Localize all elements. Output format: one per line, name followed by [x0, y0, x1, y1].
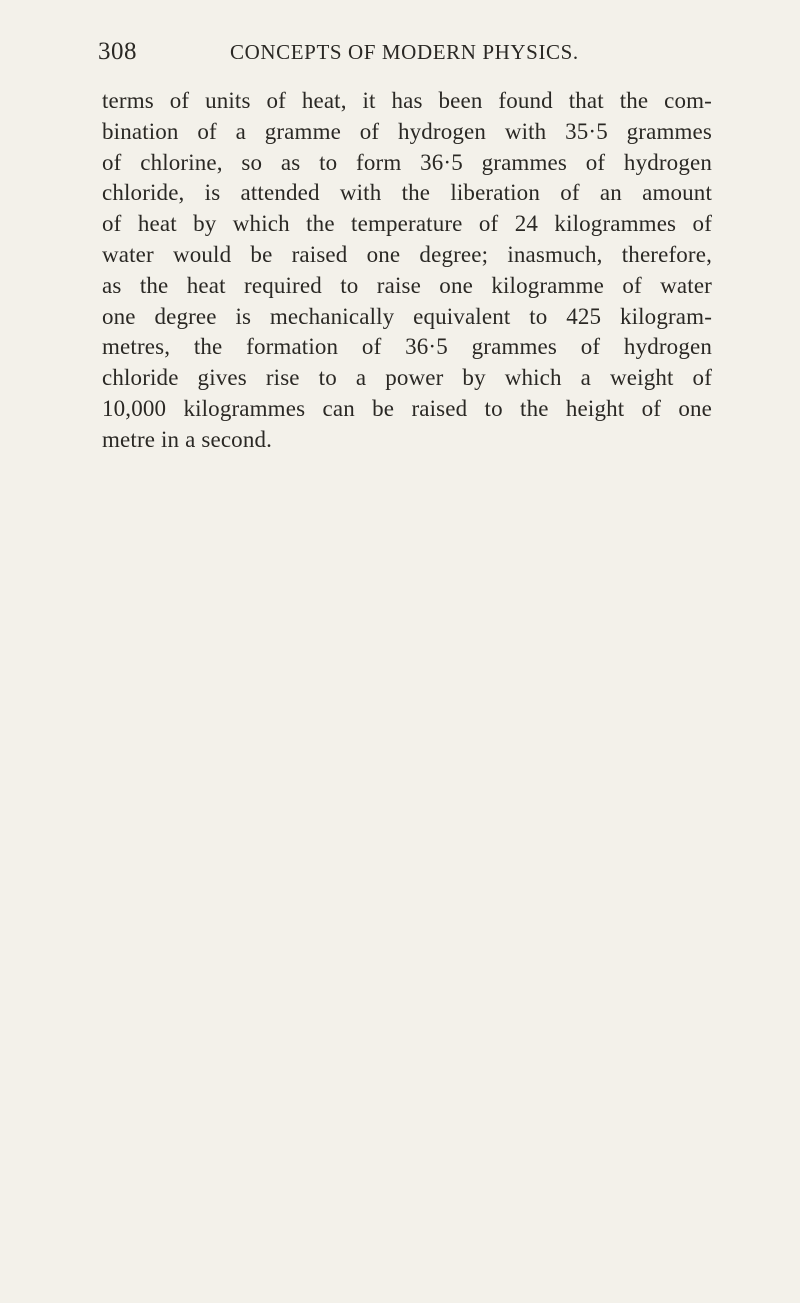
text-line: of heat by which the temperature of 24 kilogrammes of: [102, 211, 712, 237]
body-paragraph: [102, 86, 712, 456]
text-line: terms of units of heat, it has been found that the com-: [102, 88, 712, 113]
running-head: [98, 36, 710, 68]
text-line: metres, the formation of 36·5 grammes of hydrogen: [102, 334, 712, 360]
text-line: as the heat required to raise one kilogramme of water: [102, 272, 712, 298]
text-line: chloride gives rise to a power by which a weight of: [102, 365, 712, 391]
page-number: 308: [98, 38, 137, 65]
text-line: metre in a second.: [102, 426, 273, 452]
running-title: CONCEPTS OF MODERN PHYSICS.: [230, 40, 579, 64]
text-line: of chlorine, so as to form 36·5 grammes of hydrogen: [102, 149, 712, 175]
text-line: water would be raised one degree; inasmuch, therefore,: [102, 241, 712, 267]
text-line: bination of a gramme of hydrogen with 35·5 grammes: [102, 118, 712, 144]
text-line: chloride, is attended with the liberation of an amount: [102, 180, 712, 206]
text-line: 10,000 kilogrammes can be raised to the height of one: [102, 395, 712, 421]
text-line: one degree is mechanically equivalent to 425 kilogram-: [102, 303, 712, 329]
